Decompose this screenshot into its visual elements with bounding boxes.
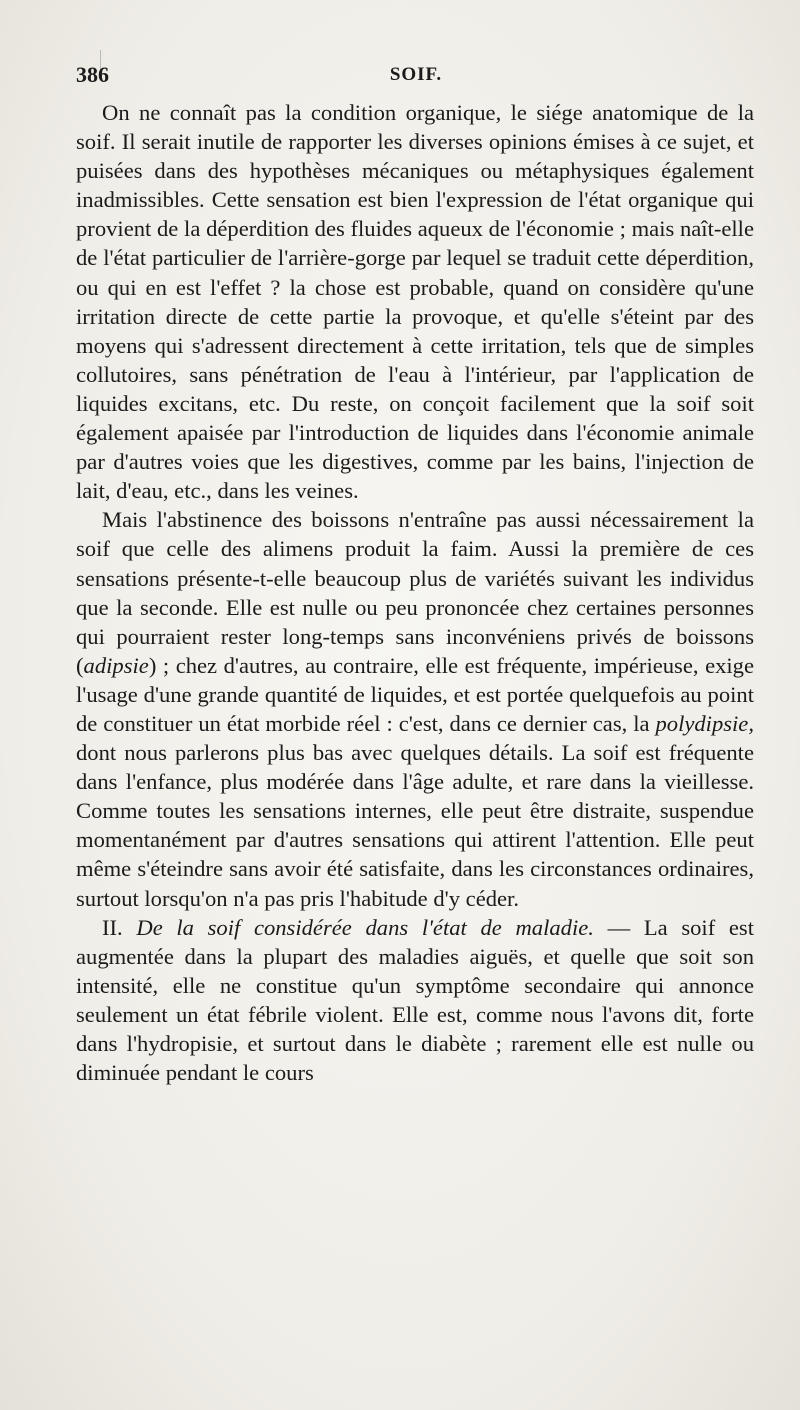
paragraph-2 [76,505,754,912]
paragraph-1 [76,98,754,505]
paragraph-2-text-before: Mais l'abstinence des boissons n'entraîne pas aussi nécessairement la soif que celle des alimens produit la faim. Aussi la première de ces sensations présente-t-elle beaucoup plus de variétés suivant les individus que la seconde. Elle est nulle ou peu prononcée chez certaines personnes qui pourraient rester long-temps sans inconvéniens privés de boissons ( [76,507,754,678]
paragraph-3-text: — La soif est augmentée dans la plupart des maladies aiguës, et quelle que soit son intensité, elle ne constitue qu'un symptôme secondaire qui annonce seulement un état fébrile violent. Elle est, comme nous l'avons dit, forte dans l'hydropisie, et surtout dans le diabète ; rarement elle est nulle ou diminuée pendant le cours [76,914,754,1086]
section-heading: De la soif considérée dans l'état de maladie. [136,914,594,940]
page-header [76,62,756,92]
paragraph-3 [76,913,754,1088]
paragraph-2-text-middle: ) ; chez d'autres, au contraire, elle est fréquente, impérieuse, exige l'usage d'une grande quantité de liquides, et est portée quelquefois au point de constituer un état morbide réel : c'est, dans ce dernier cas, la [76,652,754,736]
section-numeral: II. [102,914,123,940]
page-number: 386 [76,62,109,87]
term-polydipsie: polydipsie, [655,710,754,736]
page-body [76,98,754,1087]
paragraph-2-text-after: dont nous parlerons plus bas avec quelques détails. La soif est fréquente dans l'enfance, plus modérée dans l'âge adulte, et rare dans la vieillesse. Comme toutes les sensations internes, elle peut être distraite, suspendue momentanément par d'autres sensations qui attirent l'attention. Elle peut même s'éteindre sans avoir été satisfaite, dans les circonstances ordinaires, surtout lorsqu'on n'a pas pris l'habitude d'y céder. [76,740,754,911]
paragraph-1-text: On ne connaît pas la condition organique, le siége anatomique de la soif. Il serait inutile de rapporter les diverses opinions émises à ce sujet, et puisées dans des hypothèses mécaniques ou métaphysiques également inadmissibles. Cette sensation est bien l'expression de l'état organique qui provient de la déperdition des fluides aqueux de l'économie ; mais naît-elle de l'état particulier de l'arrière-gorge par lequel se traduit cette déperdition, ou qui en est l'effet ? la chose est probable, quand on considère qu'une irritation directe de cette partie la provoque, et qu'elle s'éteint par des moyens qui s'adressent directement à cette irritation, tels que de simples collutoires, sans pénétration de l'eau à l'intérieur, par l'application de liquides excitans, etc. Du reste, on conçoit facilement que la soif soit également apaisée par l'introduction de liquides dans l'économie animale par d'autres voies que les digestives, comme par les bains, l'injection de lait, d'eau, etc., dans les veines. [76,100,754,504]
term-adipsie: adipsie [83,652,149,678]
running-title: SOIF. [389,64,443,85]
